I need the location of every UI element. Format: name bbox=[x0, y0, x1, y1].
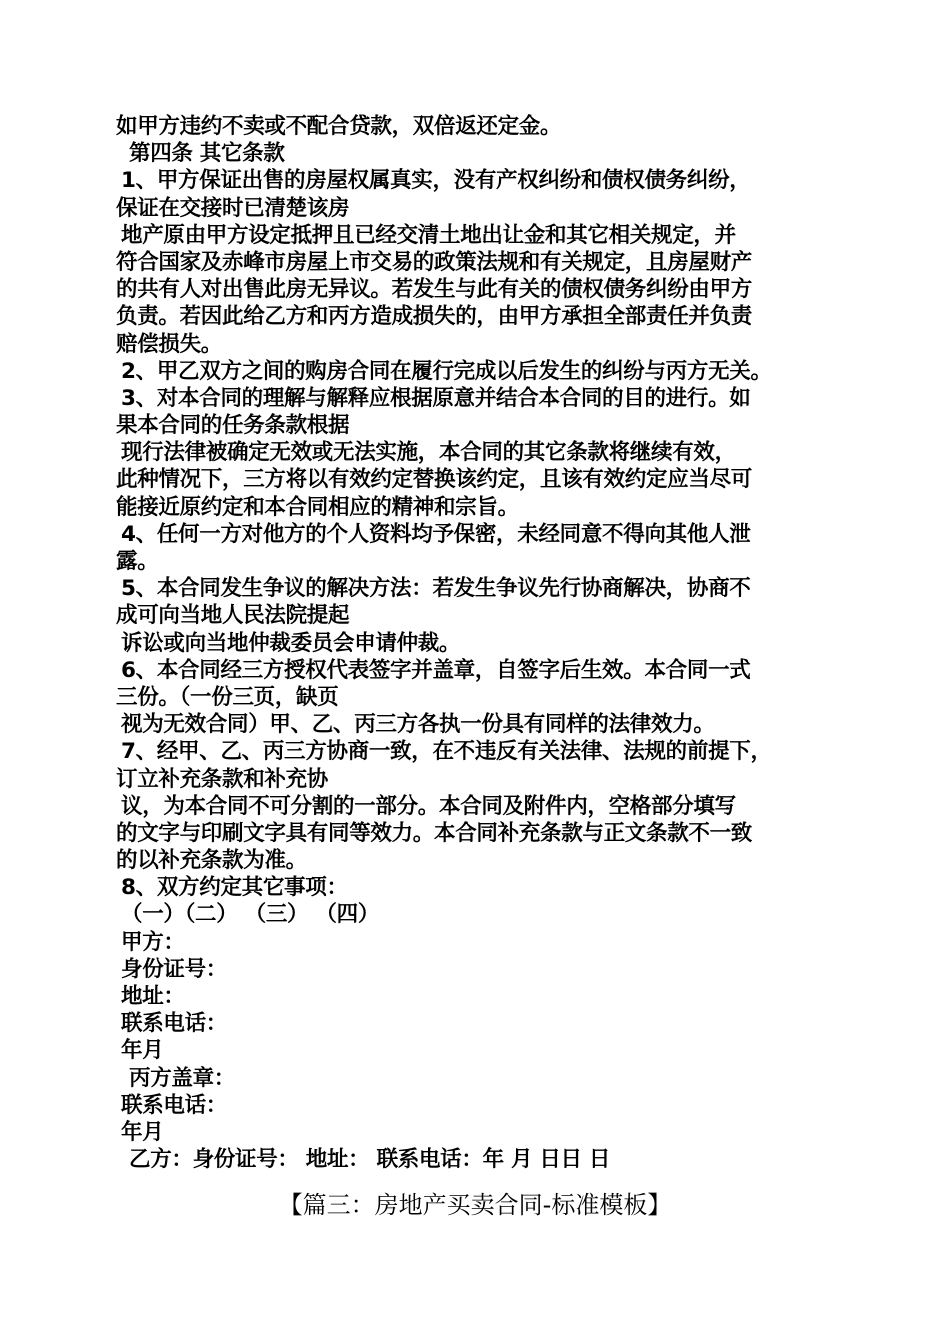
signature-field-id-number: 身份证号： bbox=[121, 956, 228, 982]
signature-field-party-a: 甲方： bbox=[121, 929, 185, 955]
text-line: 的文字与印刷文字具有同等效力。本合同补充条款与正文条款不一致 bbox=[116, 820, 753, 846]
text-line: 5、本合同发生争议的解决方法：若发生争议先行协商解决，协商不 bbox=[121, 576, 751, 602]
text-line: 3、对本合同的理解与解释应根据原意并结合本合同的目的进行。如 bbox=[121, 385, 751, 411]
text-line: 的共有人对出售此房无异议。若发生与此有关的债权债务纠纷由甲方 bbox=[116, 277, 753, 303]
text-line: 议，为本合同不可分割的一部分。本合同及附件内，空格部分填写 bbox=[121, 793, 736, 819]
text-line: 赔偿损失。 bbox=[116, 331, 223, 357]
text-line: 视为无效合同）甲、乙、丙三方各执一份具有同样的法律效力。 bbox=[121, 712, 715, 738]
text-line: 8、双方约定其它事项： bbox=[121, 875, 348, 901]
signature-field-party-c-seal: 丙方盖章： bbox=[129, 1065, 236, 1091]
text-line: 成可向当地人民法院提起 bbox=[116, 603, 350, 629]
text-line: 果本合同的任务条款根据 bbox=[116, 413, 350, 439]
text-line: 如甲方违约不卖或不配合贷款，双倍返还定金。 bbox=[116, 114, 562, 139]
text-line: 现行法律被确定无效或无法实施，本合同的其它条款将继续有效， bbox=[121, 440, 736, 466]
text-line: （一）（二） （三） （四） bbox=[121, 902, 380, 928]
text-line: 诉讼或向当地仲裁委员会申请仲裁。 bbox=[121, 630, 461, 656]
text-line: 此种情况下，三方将以有效约定替换该约定，且该有效约定应当尽可 bbox=[116, 467, 753, 493]
text-line: 负责。若因此给乙方和丙方造成损失的，由甲方承担全部责任并负责 bbox=[116, 304, 753, 330]
article-heading: 第四条 其它条款 bbox=[129, 141, 285, 167]
text-line: 2、甲乙双方之间的购房合同在履行完成以后发生的纠纷与丙方无关。 bbox=[121, 358, 772, 384]
signature-field-phone: 联系电话： bbox=[121, 1011, 228, 1037]
section-title: 【篇三：房地产买卖合同-标准模板】 bbox=[278, 1191, 672, 1219]
text-line: 的以补充条款为准。 bbox=[116, 848, 307, 874]
text-line: 6、本合同经三方授权代表签字并盖章，自签字后生效。本合同一式 bbox=[121, 657, 751, 683]
signature-field-date: 年月 bbox=[121, 1119, 164, 1145]
signature-field-date: 年月 bbox=[121, 1038, 164, 1064]
text-line: 符合国家及赤峰市房屋上市交易的政策法规和有关规定，且房屋财产 bbox=[116, 249, 753, 275]
text-line: 露。 bbox=[116, 549, 159, 574]
signature-field-phone: 联系电话： bbox=[121, 1092, 228, 1118]
text-line: 订立补充条款和补充协 bbox=[116, 766, 329, 792]
text-line: 保证在交接时已清楚该房 bbox=[116, 195, 350, 221]
text-line: 地产原由甲方设定抵押且已经交清土地出让金和其它相关规定，并 bbox=[121, 222, 736, 248]
signature-field-party-b: 乙方：身份证号： 地址： 联系电话：年 月 日日 日 bbox=[129, 1147, 611, 1173]
text-line: 7、经甲、乙、丙三方协商一致，在不违反有关法律、法规的前提下， bbox=[121, 739, 772, 765]
text-line: 能接近原约定和本合同相应的精神和宗旨。 bbox=[116, 494, 519, 520]
text-line: 三份。（一份三页，缺页 bbox=[116, 684, 339, 710]
text-line: 1、甲方保证出售的房屋权属真实，没有产权纠纷和债权债务纠纷， bbox=[121, 168, 751, 194]
signature-field-address: 地址： bbox=[121, 984, 185, 1009]
text-line: 4、任何一方对他方的个人资料均予保密，未经同意不得向其他人泄 bbox=[121, 521, 751, 547]
contract-body bbox=[116, 113, 846, 1173]
